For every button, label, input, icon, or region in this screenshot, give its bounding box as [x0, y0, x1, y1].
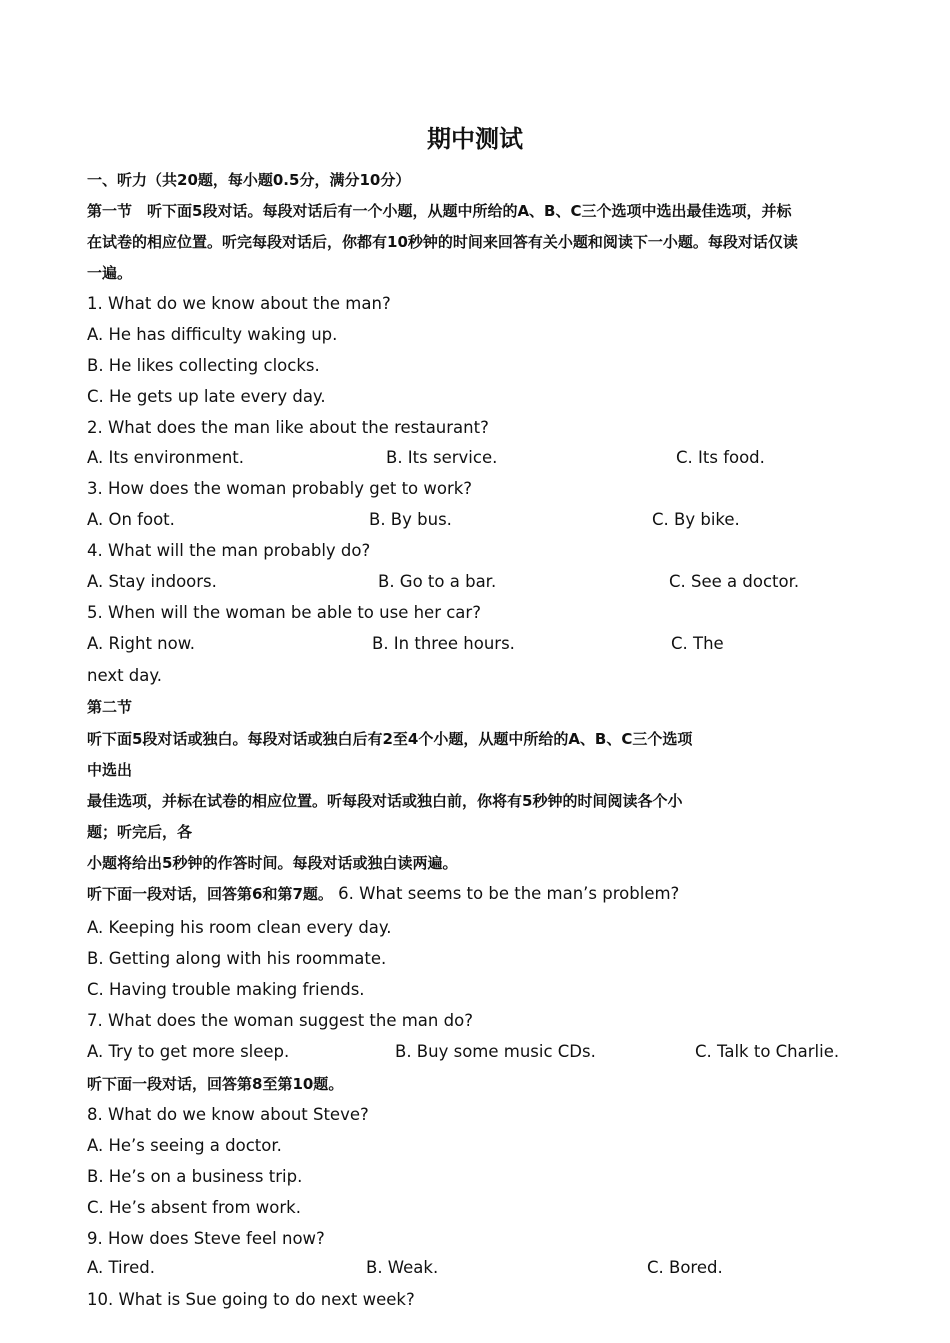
- option-a: A. Its environment.: [87, 448, 244, 467]
- question-text: 4. What will the man probably do?: [87, 541, 371, 560]
- option-c: C. He’s absent from work.: [87, 1198, 301, 1217]
- option-a: A. Tired.: [87, 1258, 155, 1277]
- section-heading: 一、听力（共20题，每小题0.5分，满分10分）: [87, 171, 411, 189]
- option-b: B. He’s on a business trip.: [87, 1167, 303, 1186]
- instruction-line: 中选出: [87, 761, 133, 779]
- option-c: C. Bored.: [647, 1258, 723, 1277]
- instruction-line: 最佳选项，并标在试卷的相应位置。听每段对话或独白前，你将有5秒钟的时间阅读各个小: [87, 792, 683, 810]
- option-b: B. Buy some music CDs.: [395, 1042, 596, 1061]
- option-b: B. Weak.: [366, 1258, 439, 1277]
- question-text: 8. What do we know about Steve?: [87, 1105, 369, 1124]
- option-b: B. Getting along with his roommate.: [87, 949, 387, 968]
- instruction-line: 一遍。: [87, 264, 133, 282]
- option-c: C. He gets up late every day.: [87, 387, 326, 406]
- instruction-line: 听下面5段对话或独白。每段对话或独白后有2至4个小题，从题中所给的A、B、C三个选项: [87, 730, 693, 748]
- option-b: B. Its service.: [386, 448, 498, 467]
- question-text: 7. What does the woman suggest the man do?: [87, 1011, 473, 1030]
- option-a: A. Right now.: [87, 634, 195, 653]
- option-a: A. Try to get more sleep.: [87, 1042, 290, 1061]
- option-a: A. He has difficulty waking up.: [87, 325, 338, 344]
- instruction-line: 在试卷的相应位置。听完每段对话后，你都有10秒钟的时间来回答有关小题和阅读下一小题。每段对话仅读: [87, 233, 798, 251]
- option-c: C. Its food.: [676, 448, 765, 467]
- dialogue-intro: 听下面一段对话，回答第8至第10题。: [87, 1075, 344, 1093]
- instruction-line: 题；听完后，各: [87, 823, 193, 841]
- question-text: 10. What is Sue going to do next week?: [87, 1290, 415, 1309]
- option-a: A. Stay indoors.: [87, 572, 217, 591]
- option-b: B. He likes collecting clocks.: [87, 356, 320, 375]
- option-a: A. On foot.: [87, 510, 175, 529]
- option-b: B. By bus.: [369, 510, 452, 529]
- question-text: 3. How does the woman probably get to work?: [87, 479, 473, 498]
- page-title: 期中测试: [427, 125, 523, 153]
- option-b: B. In three hours.: [372, 634, 515, 653]
- option-c: C. Having trouble making friends.: [87, 980, 365, 999]
- question-text: 1. What do we know about the man?: [87, 294, 391, 313]
- question-text: 2. What does the man like about the restaurant?: [87, 418, 489, 437]
- option-b: B. Go to a bar.: [378, 572, 497, 591]
- option-c: C. The: [671, 634, 724, 653]
- dialogue-intro-with-question: [87, 884, 679, 904]
- question-text: 5. When will the woman be able to use her car?: [87, 603, 481, 622]
- option-a: A. Keeping his room clean every day.: [87, 918, 392, 937]
- question-text: 6. What seems to be the man’s problem?: [338, 884, 680, 903]
- question-text: 9. How does Steve feel now?: [87, 1229, 325, 1248]
- option-c: C. By bike.: [652, 510, 740, 529]
- dialogue-intro: 听下面一段对话，回答第6和第7题。: [87, 885, 333, 903]
- option-c-continued: next day.: [87, 666, 163, 685]
- section-title: 第二节: [87, 698, 133, 716]
- instruction-line: 小题将给出5秒钟的作答时间。每段对话或独白读两遍。: [87, 854, 458, 872]
- option-a: A. He’s seeing a doctor.: [87, 1136, 282, 1155]
- option-c: C. See a doctor.: [669, 572, 800, 591]
- option-c: C. Talk to Charlie.: [695, 1042, 840, 1061]
- instruction-line: 第一节 听下面5段对话。每段对话后有一个小题，从题中所给的A、B、C三个选项中选出最佳选项，并标: [87, 202, 792, 220]
